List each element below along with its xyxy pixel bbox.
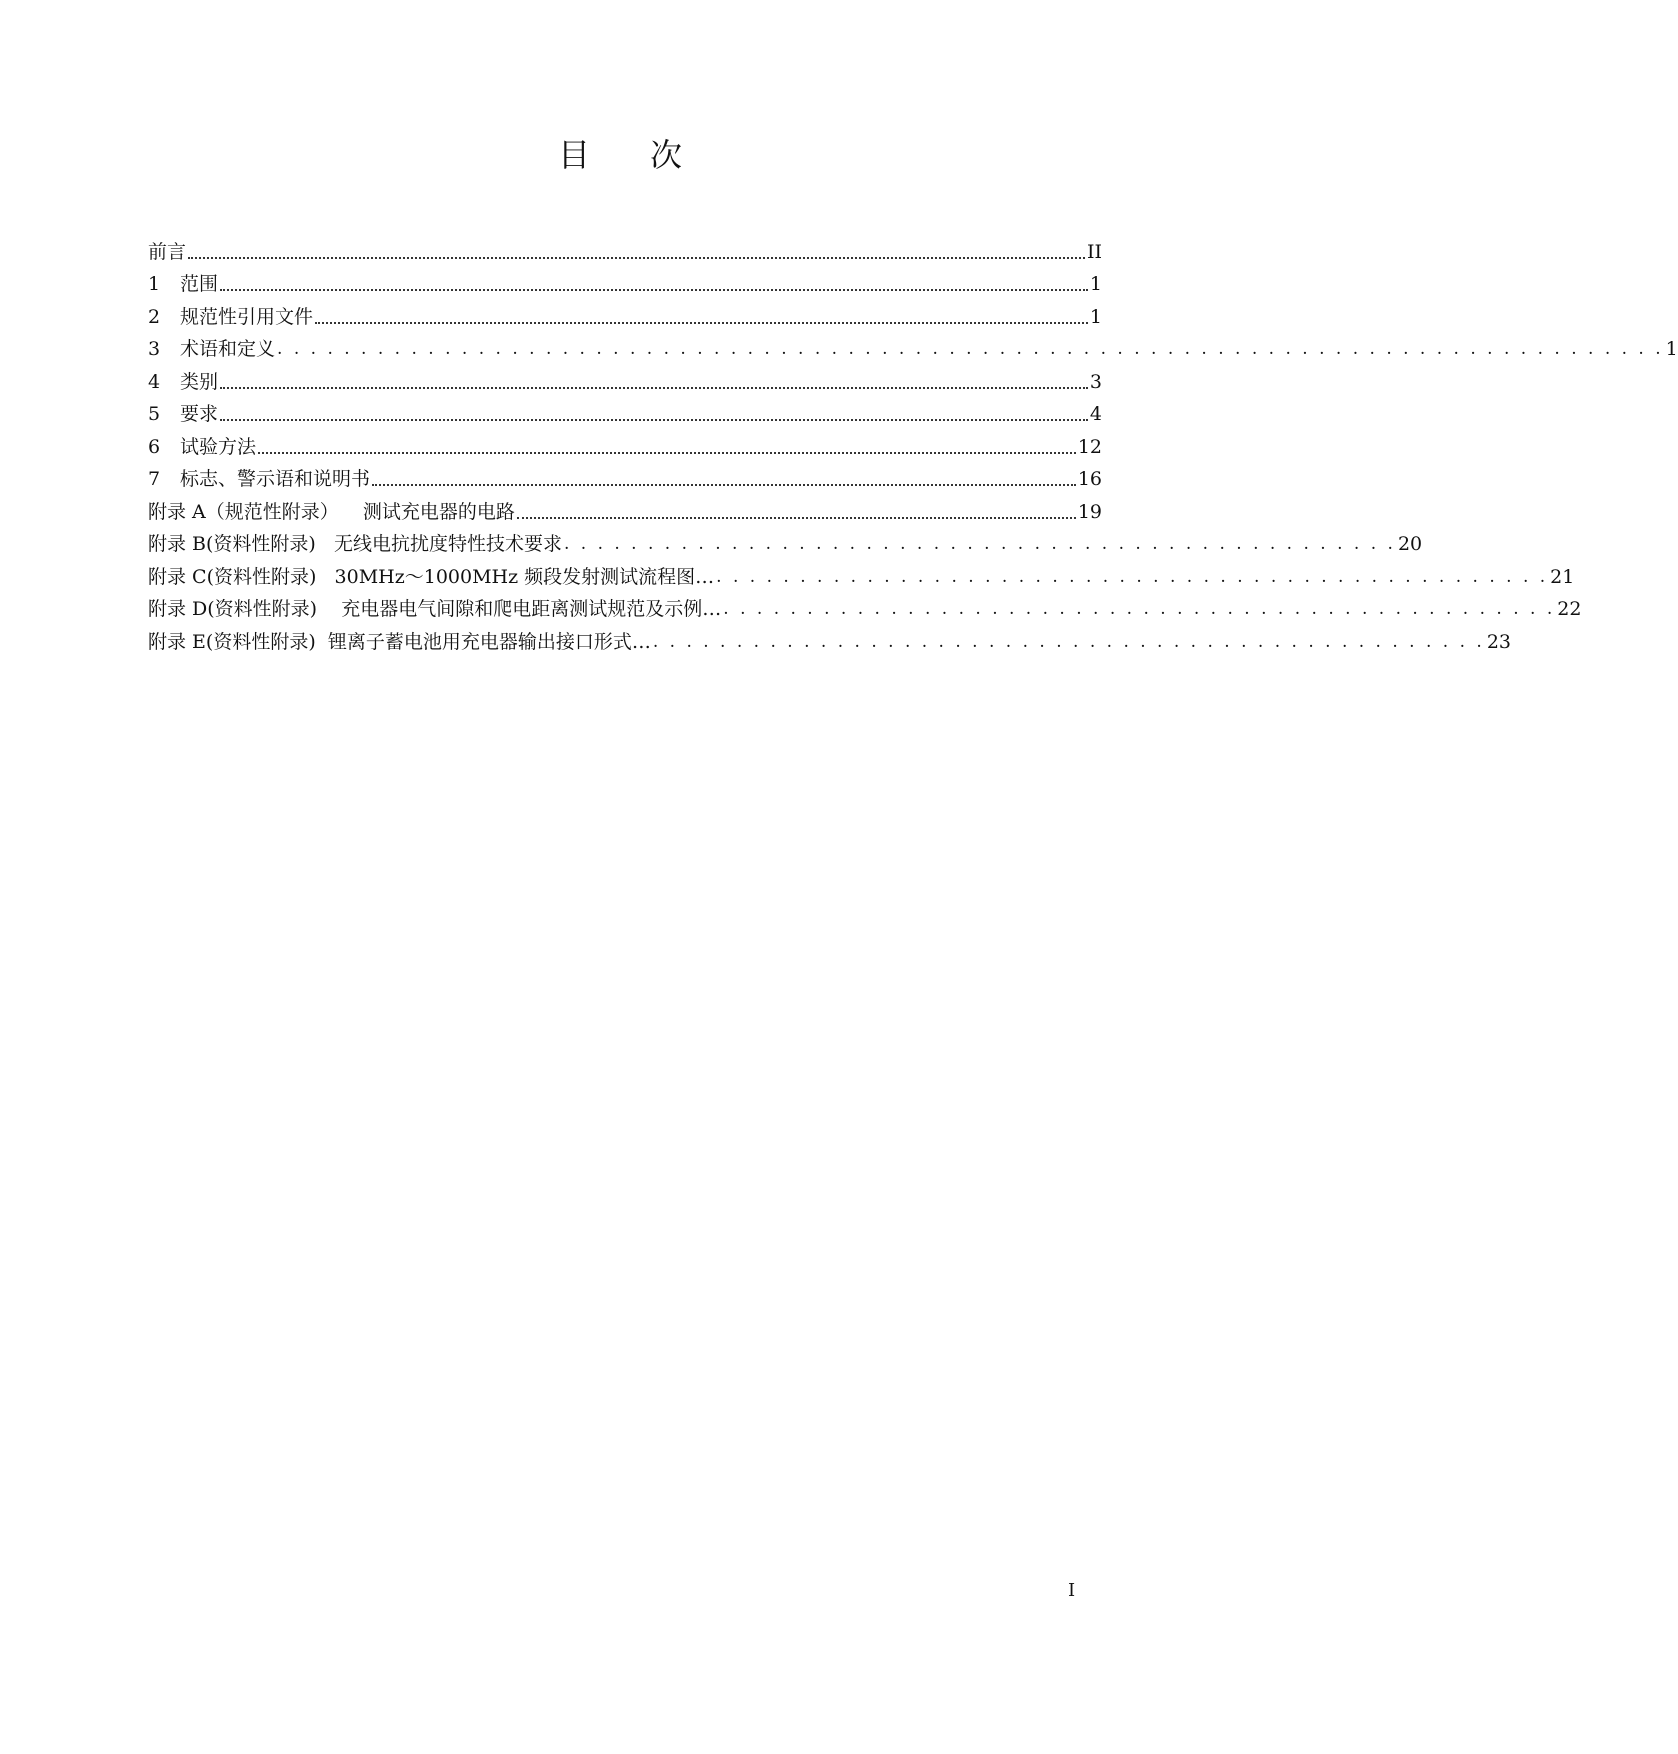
toc-label: 附录 D(资料性附录) 充电器电气间隙和爬电距离测试规范及示例… [148,598,722,620]
title-char-2: 次 [650,136,683,174]
toc-leader [315,321,1088,324]
toc-leader [220,418,1088,421]
toc-label: 附录 E(资料性附录) 锂离子蓄电池用充电器输出接口形式… [148,630,651,653]
toc-leader [517,516,1076,519]
toc-label: 类别 [180,370,219,393]
toc-label: 范围 [180,273,219,295]
toc-row[interactable] [148,460,1102,493]
toc-section-number: 4 [148,370,161,393]
toc-page-number: 3 [1089,370,1102,393]
toc-leader: . . . . . . . . . . . . . . . . . . . . . . . . . . . . . . . . . . . . . . . . . . . . . . . . . . . . . . . . . . . . . . . . . . . . . . . . . . . . . . . . . . . [277,339,1664,359]
toc-row[interactable] [148,622,1511,655]
toc-page-number: 20 [1397,533,1423,555]
toc-leader: . . . . . . . . . . . . . . . . . . . . . . . . . . . . . . . . . . . . . . . . . . . . . . . . . . [563,534,1396,554]
toc-section-number: 6 [148,435,161,458]
toc-leader [258,451,1076,454]
toc-row[interactable] [148,590,1582,623]
toc-section-number: 3 [148,338,161,360]
table-of-contents [148,232,1678,655]
toc-page-number: 1 [1089,273,1102,295]
toc-page-number: 23 [1486,630,1511,653]
toc-page-number: 16 [1077,468,1102,490]
toc-section-number: 7 [148,468,161,490]
toc-label: 标志、警示语和说明书 [180,468,371,490]
toc-page-number: 21 [1550,565,1575,588]
toc-row[interactable] [148,492,1102,525]
toc-row[interactable] [148,557,1575,590]
toc-label: 前言 [148,240,187,263]
title-char-1: 目 [557,136,590,174]
toc-page-number: 19 [1077,500,1102,523]
toc-leader [372,483,1076,486]
toc-leader: . . . . . . . . . . . . . . . . . . . . . . . . . . . . . . . . . . . . . . . . . . . . . . . . . . [716,566,1549,587]
toc-leader [188,256,1085,259]
toc-row[interactable] [148,232,1102,265]
toc-leader: . . . . . . . . . . . . . . . . . . . . . . . . . . . . . . . . . . . . . . . . . . . . . . . . . . [723,599,1556,619]
toc-row[interactable] [148,297,1102,330]
footer-page-number: I [1068,1580,1076,1601]
toc-row[interactable] [148,265,1102,298]
toc-page-number: 1 [1665,338,1678,360]
toc-page-number: II [1086,240,1102,263]
page-title [0,130,1240,176]
toc-leader [220,386,1088,389]
toc-label: 附录 A（规范性附录） 测试充电器的电路 [148,500,515,523]
toc-row[interactable] [148,362,1102,395]
toc-row[interactable] [148,525,1423,558]
toc-label: 要求 [180,403,219,425]
toc-leader: . . . . . . . . . . . . . . . . . . . . . . . . . . . . . . . . . . . . . . . . . . . . . . . . . . [652,631,1485,652]
toc-row[interactable] [148,330,1678,363]
toc-row[interactable] [148,395,1102,428]
toc-label: 附录 C(资料性附录) 30MHz～1000MHz 频段发射测试流程图… [148,565,715,588]
toc-label: 附录 B(资料性附录) 无线电抗扰度特性技术要求 [148,533,562,555]
toc-label: 规范性引用文件 [180,305,314,328]
toc-page-number: 1 [1089,305,1102,328]
toc-page-number: 12 [1077,435,1102,458]
toc-leader [220,288,1088,291]
toc-section-number: 1 [148,273,161,295]
toc-page-number: 4 [1089,403,1102,425]
toc-section-number: 5 [148,403,161,425]
toc-page-number: 22 [1557,598,1582,620]
toc-label: 术语和定义 [180,338,276,360]
toc-row[interactable] [148,427,1102,460]
toc-section-number: 2 [148,305,161,328]
toc-label: 试验方法 [180,435,257,458]
